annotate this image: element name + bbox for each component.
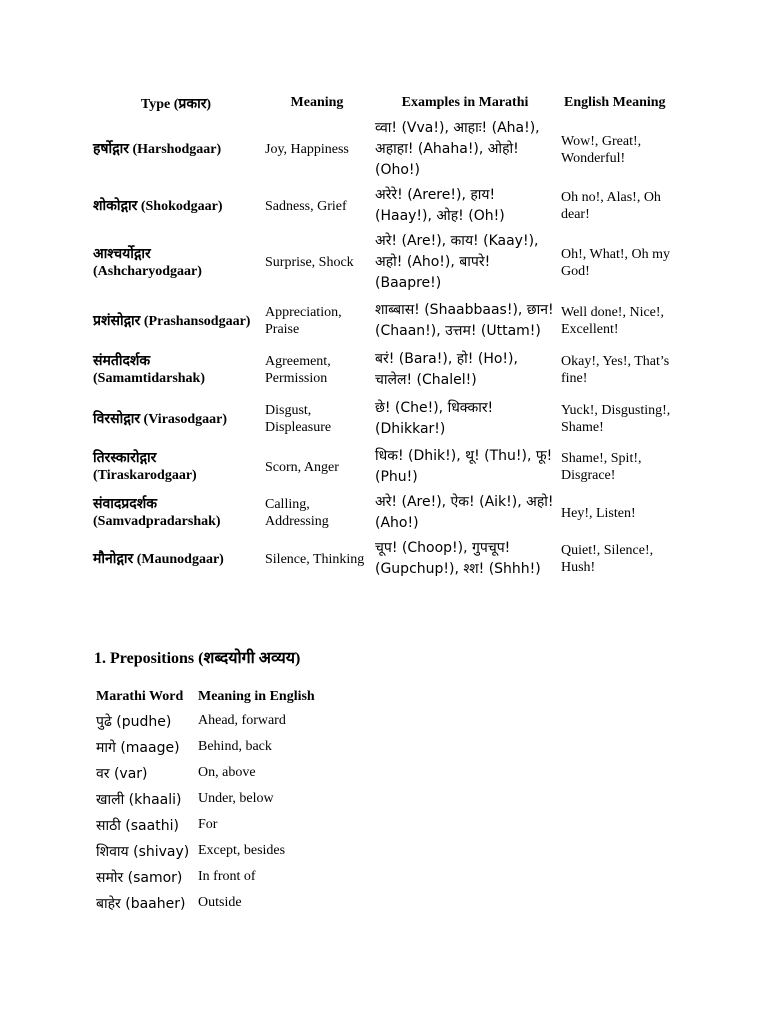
- column-header-examples: Examples in Marathi: [401, 95, 529, 110]
- meaning-cell: Sadness, Grief: [265, 198, 347, 214]
- table-row: [92, 786, 319, 812]
- marathi-word-cell: साठी (saathi): [96, 817, 179, 834]
- type-marathi: विरसोद्गार: [93, 410, 141, 427]
- table-row: [92, 760, 319, 786]
- table-row: [90, 229, 680, 296]
- examples-cell: छे! (Che!), धिक्कार! (Dhikkar!): [375, 400, 494, 437]
- table-row: [90, 536, 680, 582]
- examples-cell: धिक! (Dhik!), थू! (Thu!), फू! (Phu!): [375, 448, 553, 485]
- type-marathi: संमतीदर्शक: [93, 353, 151, 369]
- examples-cell: बरं! (Bara!), हो! (Ho!), चालेल! (Chalel!): [375, 351, 518, 388]
- type-marathi: मौनोद्गार: [93, 550, 134, 567]
- examples-cell: चूप! (Choop!), गुपचूप! (Gupchup!), श्श! (Shhh!): [375, 540, 541, 577]
- type-marathi: हर्षोद्गार: [93, 141, 129, 157]
- table-row: [90, 394, 680, 444]
- english-meaning-cell: Hey!, Listen!: [561, 505, 636, 521]
- examples-cell: शाब्बास! (Shaabbaas!), छान! (Chaan!), उत्तम! (Uttam!): [375, 302, 554, 339]
- english-meaning-cell: Under, below: [198, 791, 274, 806]
- type-roman: (Samamtidarshak): [93, 371, 206, 386]
- english-meaning-cell: Wow!, Great!, Wonderful!: [561, 133, 642, 166]
- type-roman: (Prashansodgaar): [143, 313, 251, 329]
- table-row: [92, 890, 319, 916]
- marathi-word-cell: खाली (khaali): [96, 791, 182, 808]
- meaning-cell: Disgust, Displeasure: [265, 403, 332, 435]
- type-cell: [90, 490, 262, 536]
- type-cell: [90, 296, 262, 346]
- meaning-cell: Scorn, Anger: [265, 459, 339, 475]
- type-roman: (Harshodgaar): [132, 142, 222, 157]
- english-meaning-cell: Quiet!, Silence!, Hush!: [561, 543, 654, 575]
- table-row: [92, 708, 319, 734]
- type-roman: (Ashcharyodgaar): [93, 263, 202, 279]
- english-meaning-cell: Oh!, What!, Oh my God!: [561, 246, 670, 279]
- english-meaning-cell: Well done!, Nice!, Excellent!: [561, 305, 665, 337]
- examples-cell: व्वा! (Vva!), आहाः! (Aha!), अहाहा! (Ahaha!), ओहो! (Oho!): [375, 120, 540, 178]
- column-header-marathi-word: Marathi Word: [96, 689, 184, 704]
- type-roman: (Maunodgaar): [136, 551, 224, 567]
- english-meaning-cell: For: [198, 817, 218, 832]
- table-row: [90, 296, 680, 346]
- column-header-meaning: Meaning: [290, 95, 344, 110]
- table-row: [90, 346, 680, 394]
- meaning-cell: Silence, Thinking: [265, 551, 365, 567]
- marathi-word-cell: पुढे (pudhe): [96, 713, 172, 730]
- table-row: [90, 490, 680, 536]
- type-roman: (Shokodgaar): [140, 198, 223, 214]
- interjections-table-body: [90, 116, 680, 582]
- column-header-meaning-in-english: Meaning in English: [198, 689, 315, 704]
- table-row: [92, 838, 319, 864]
- prepositions-heading: 1. Prepositions (शब्दयोगी अव्यय): [94, 650, 301, 667]
- english-meaning-cell: Outside: [198, 895, 242, 910]
- type-roman: (Samvadpradarshak): [93, 514, 221, 529]
- table-header-row: [90, 90, 680, 116]
- english-meaning-cell: Except, besides: [198, 843, 286, 858]
- table-row: [90, 183, 680, 229]
- type-marathi: प्रशंसोद्गार: [93, 312, 141, 329]
- english-meaning-cell: Yuck!, Disgusting!, Shame!: [561, 403, 671, 435]
- column-header-type: Type (प्रकार): [140, 96, 212, 112]
- english-meaning-cell: Ahead, forward: [198, 713, 286, 728]
- type-marathi: संवादप्रदर्शक: [93, 496, 157, 512]
- type-roman: (Virasodgaar): [143, 411, 228, 427]
- type-marathi: आश्चर्योद्गार: [93, 245, 151, 262]
- column-header-english: English Meaning: [564, 95, 666, 110]
- marathi-word-cell: समोर (samor): [96, 869, 183, 886]
- examples-cell: अरेरे! (Arere!), हाय! (Haay!), ओह! (Oh!): [375, 187, 505, 224]
- english-meaning-cell: In front of: [198, 869, 256, 884]
- meaning-cell: Surprise, Shock: [265, 255, 354, 270]
- marathi-word-cell: शिवाय (shivay): [96, 843, 190, 860]
- type-cell: [90, 183, 262, 229]
- type-cell: [90, 394, 262, 444]
- examples-cell: अरे! (Are!), काय! (Kaay!), अहो! (Aho!), बापरे! (Baapre!): [375, 233, 539, 291]
- english-meaning-cell: Okay!, Yes!, That’s fine!: [561, 354, 670, 386]
- english-meaning-cell: Behind, back: [198, 739, 272, 754]
- prepositions-table-body: [92, 708, 319, 916]
- table-row: [92, 864, 319, 890]
- table-row: [90, 444, 680, 490]
- meaning-cell: Appreciation, Praise: [265, 305, 342, 337]
- interjections-table: [90, 90, 680, 582]
- table-row: [90, 116, 680, 183]
- type-cell: [90, 536, 262, 582]
- english-meaning-cell: On, above: [198, 765, 256, 780]
- english-meaning-cell: Oh no!, Alas!, Oh dear!: [561, 190, 661, 222]
- prepositions-table: [92, 686, 319, 916]
- type-marathi: शोकोद्गार: [93, 197, 138, 214]
- marathi-word-cell: बाहेर (baaher): [96, 895, 186, 912]
- meaning-cell: Calling, Addressing: [265, 497, 329, 529]
- type-cell: [90, 346, 262, 394]
- table-header-row: [92, 686, 319, 708]
- marathi-word-cell: मागे (maage): [96, 739, 180, 756]
- marathi-word-cell: वर (var): [96, 765, 148, 782]
- table-row: [92, 734, 319, 760]
- type-cell: [90, 116, 262, 183]
- type-cell: [90, 444, 262, 490]
- examples-cell: अरे! (Are!), ऐक! (Aik!), अहो! (Aho!): [375, 494, 554, 531]
- type-marathi: तिरस्कारोद्गार: [93, 450, 157, 466]
- meaning-cell: Agreement, Permission: [265, 354, 331, 386]
- meaning-cell: Joy, Happiness: [265, 142, 349, 157]
- table-row: [92, 812, 319, 838]
- type-roman: (Tiraskarodgaar): [93, 468, 197, 483]
- english-meaning-cell: Shame!, Spit!, Disgrace!: [561, 451, 642, 483]
- type-cell: [90, 229, 262, 296]
